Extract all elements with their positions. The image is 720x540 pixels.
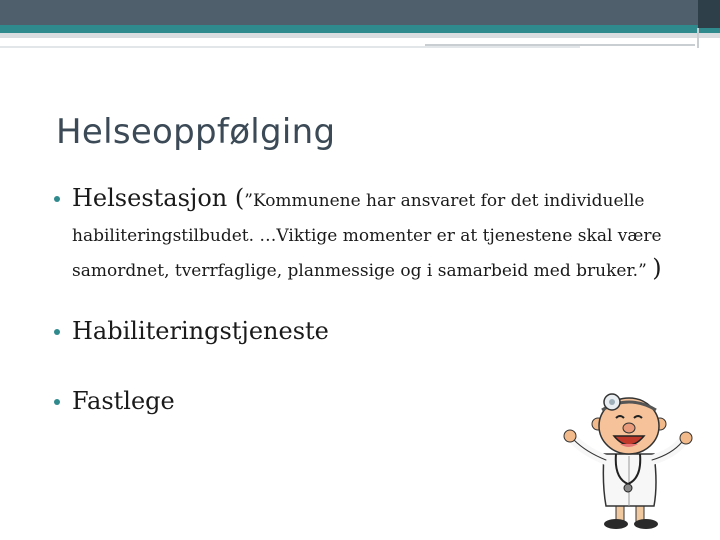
slide-title: Helseoppfølging xyxy=(56,112,336,152)
header-banner xyxy=(0,0,720,25)
doctor-cartoon-icon xyxy=(556,388,702,534)
header-accent-stripe xyxy=(0,25,720,33)
header-corner-tab xyxy=(698,0,720,28)
bullet-quote-text: ”Kommunene har ansvaret for det individuelle habiliteringstilbudet. …Viktige momenter er at tjenestene skal være samordnet, tverrfaglige, planmessige og i samarbeid med bruker.” xyxy=(72,191,662,281)
header-light-stripe xyxy=(0,33,720,38)
header-grid-tick xyxy=(697,28,699,48)
bullet-dot xyxy=(54,196,60,202)
bullet-list xyxy=(44,182,674,417)
bullet-dot xyxy=(54,329,60,335)
header-grid-line xyxy=(0,46,580,48)
bullet-lead-text: Helsestasjon ( xyxy=(72,184,245,212)
bullet-text: Fastlege xyxy=(72,387,175,415)
bullet-item-habiliteringstjeneste xyxy=(44,315,674,347)
bullet-trail-text: ) xyxy=(652,254,662,282)
bullet-dot xyxy=(54,399,60,405)
bullet-item-helsestasjon xyxy=(44,182,674,287)
bullet-text: Habiliteringstjeneste xyxy=(72,317,329,345)
